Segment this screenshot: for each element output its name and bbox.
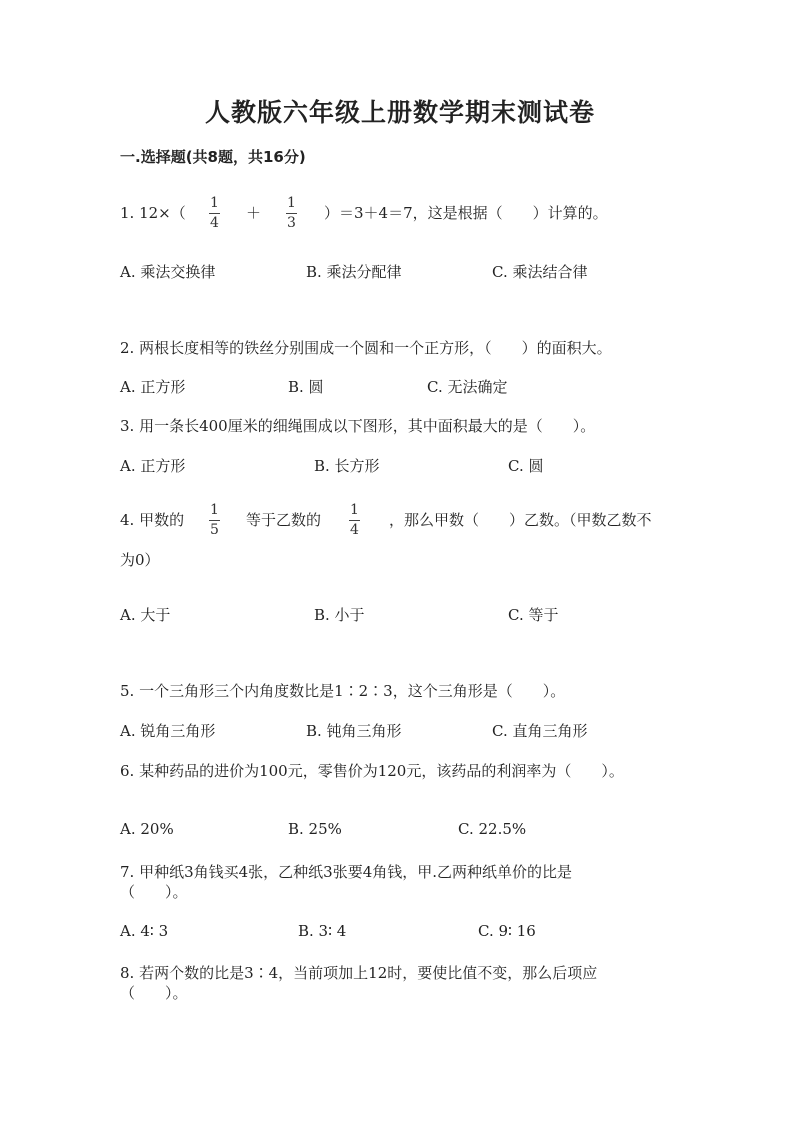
q7-line2: （ ）。 [120, 883, 188, 901]
q3-text: 3. 用一条长400厘米的细绳围成以下图形，其中面积最大的是（ ）。 [120, 417, 596, 435]
q8-text: 8. 若两个数的比是3∶4，当前项加上12时，要使比值不变，那么后项应 [120, 964, 598, 982]
q4-fraction-2 [349, 503, 360, 538]
q4-frac2-numerator: 1 [350, 502, 359, 518]
q1-fraction-1 [209, 196, 220, 231]
fraction-bar [349, 520, 360, 521]
page-title: 人教版六年级上册数学期末测试卷 [204, 98, 595, 127]
q1-frac1-numerator: 1 [210, 195, 219, 211]
q7-option-a[interactable]: A. 4∶ 3 [120, 922, 169, 940]
q1-frac1-denominator: 4 [210, 215, 219, 231]
q1-option-b[interactable]: B. 乘法分配律 [306, 263, 402, 281]
q1-frac2-denominator: 3 [287, 215, 296, 231]
q2-option-a[interactable]: A. 正方形 [120, 378, 186, 396]
q4-frac1-numerator: 1 [210, 502, 219, 518]
q4-middle: 等于乙数的 [246, 511, 322, 529]
q5-option-a[interactable]: A. 锐角三角形 [120, 722, 216, 740]
q7-text: 7. 甲种纸3角钱买4张，乙种纸3张要4角钱，甲.乙两种纸单价的比是 [120, 863, 573, 881]
q1-option-a[interactable]: A. 乘法交换律 [120, 263, 216, 281]
q1-plus: ＋ [246, 204, 262, 222]
q4-fraction-1 [209, 503, 220, 538]
q4-frac1-denominator: 5 [210, 522, 219, 538]
fraction-bar [286, 213, 297, 214]
q4-line2: 为0） [120, 551, 160, 569]
q5-text: 5. 一个三角形三个内角度数比是1∶2∶3，这个三角形是（ ）。 [120, 682, 566, 700]
q2-option-c[interactable]: C. 无法确定 [427, 378, 508, 396]
fraction-bar [209, 520, 220, 521]
q4-option-c[interactable]: C. 等于 [508, 606, 559, 624]
q1-suffix: ）＝3＋4＝7，这是根据（ ）计算的。 [324, 204, 608, 222]
q2-option-b[interactable]: B. 圆 [288, 378, 324, 396]
fraction-bar [209, 213, 220, 214]
q1-option-c[interactable]: C. 乘法结合律 [492, 263, 588, 281]
q7-option-b[interactable]: B. 3∶ 4 [298, 922, 347, 940]
q6-option-a[interactable]: A. 20% [120, 820, 174, 838]
q5-option-c[interactable]: C. 直角三角形 [492, 722, 588, 740]
q1-frac2-numerator: 1 [287, 195, 296, 211]
q6-text: 6. 某种药品的进价为100元，零售价为120元，该药品的利润率为（ ）。 [120, 762, 624, 780]
q2-text: 2. 两根长度相等的铁丝分别围成一个圆和一个正方形，（ ）的面积大。 [120, 339, 612, 357]
q6-option-b[interactable]: B. 25% [288, 820, 342, 838]
q1-prefix: 1. 12×（ [120, 204, 186, 222]
q3-option-b[interactable]: B. 长方形 [314, 457, 380, 475]
q3-option-a[interactable]: A. 正方形 [120, 457, 186, 475]
q8-line2: （ ）。 [120, 984, 188, 1002]
q4-prefix: 4. 甲数的 [120, 511, 185, 529]
q4-suffix: ，那么甲数（ ）乙数。（甲数乙数不 [389, 511, 652, 529]
q6-option-c[interactable]: C. 22.5% [458, 820, 527, 838]
q4-option-b[interactable]: B. 小于 [314, 606, 365, 624]
section-heading: 一.选择题(共8题，共16分) [120, 148, 306, 166]
q7-option-c[interactable]: C. 9∶ 16 [478, 922, 536, 940]
q4-option-a[interactable]: A. 大于 [120, 606, 171, 624]
q3-option-c[interactable]: C. 圆 [508, 457, 544, 475]
q5-option-b[interactable]: B. 钝角三角形 [306, 722, 402, 740]
q4-frac2-denominator: 4 [350, 522, 359, 538]
q1-fraction-2 [286, 196, 297, 231]
